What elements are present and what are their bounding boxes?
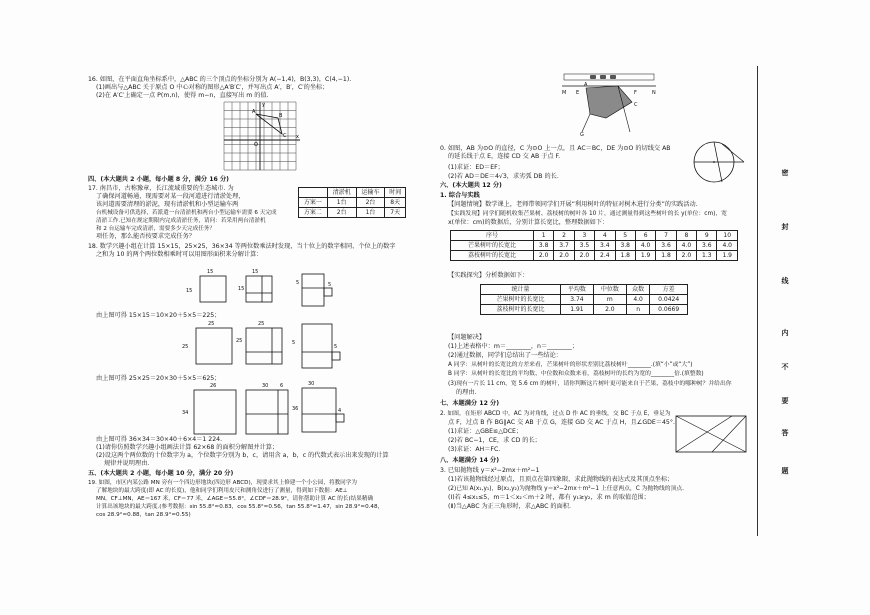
q17-line3: 该河道需要清理的淤泥，现有清淤机和小型运输车两 bbox=[96, 201, 239, 208]
q17-td: 方案一 bbox=[299, 198, 328, 208]
q17-td: 1台 bbox=[356, 208, 385, 218]
q21-solve-heading: 【问题解决】 bbox=[448, 334, 486, 341]
split-15-a bbox=[246, 276, 272, 302]
split-15-b bbox=[302, 274, 324, 306]
svg-text:25: 25 bbox=[258, 321, 265, 327]
svg-text:5: 5 bbox=[334, 344, 338, 350]
point-b-label: B bbox=[279, 113, 283, 119]
svg-text:30: 30 bbox=[308, 381, 315, 387]
svg-text:25: 25 bbox=[208, 321, 215, 327]
q21-heading: 1. 综合与实践 bbox=[440, 192, 480, 199]
q17-td: 方案二 bbox=[299, 208, 328, 218]
svg-text:34: 34 bbox=[182, 410, 189, 416]
area-diagrams bbox=[180, 262, 370, 438]
origin-label: O bbox=[254, 142, 258, 148]
split-25-b bbox=[302, 324, 332, 368]
svg-text:6: 6 bbox=[280, 383, 284, 389]
svg-text:F: F bbox=[634, 90, 637, 96]
svg-text:C: C bbox=[634, 102, 638, 108]
svg-text:25: 25 bbox=[182, 344, 189, 350]
svg-text:5: 5 bbox=[296, 280, 300, 286]
q23-line4: (Ⅰ)若 4≤x₁≤5，m＝1＜x₂＜m＋2 时，都有 y₁≥y₂，求 m 的取值范围； bbox=[448, 494, 650, 501]
section-7-title: 七、本题满分 12 分) bbox=[440, 400, 500, 407]
q23-line1: 3. 已知抛物线 y＝x²−2mx＋m²−1 bbox=[440, 467, 540, 474]
svg-text:M: M bbox=[562, 90, 567, 96]
q17-th: 清淤机 bbox=[327, 188, 356, 198]
q17-line2: 了确保河道畅通，现需要对某一段河道进行清淤处理， bbox=[96, 193, 245, 200]
q21-practice-2: x(单位：cm)的数据后，分别计算长宽比，整理数据如下： bbox=[448, 219, 609, 226]
q18-result1: 由上图可得 15×15＝10×20＋5×5＝225； bbox=[96, 312, 221, 319]
q16-line1: 16. 如图，在平面直角坐标系中，△ABC 的三个顶点的坐标分别为 A(−1,4)，B(3,3)，C(4,−1). bbox=[88, 76, 352, 83]
q21-solve-b: B 同学：从树叶的长宽比的平均数、中位数和众数来看，荔枝树叶的长约为宽的________倍.(填整数) bbox=[448, 371, 704, 377]
section-6-title: 六、(本大题共 12 分) bbox=[440, 182, 502, 189]
q19-line2: 了解地块的最大跨度(即 AC 的长度)，他和同学们利用皮尺和测角仪进行了测量，得到如下数据：AE⊥ bbox=[96, 488, 348, 494]
svg-text:N: N bbox=[652, 90, 656, 96]
rectangle-figure bbox=[672, 412, 752, 458]
q17-line5: 清淤工作.已知在规定期限内完成清淤任务，请问：若采用两台清淤机 bbox=[96, 218, 266, 224]
q21-solve-3: (3)现有一片长 11 cm，宽 5.6 cm 的树叶，请你判断这片树叶更可能来自于芒果、荔枝中的哪种树？并给出你 bbox=[448, 381, 732, 387]
svg-text:15: 15 bbox=[186, 288, 193, 294]
q23-line2: (1)若该抛物线经过原点，且顶点在第四象限，求此抛物线的表达式及其顶点坐标； bbox=[448, 476, 674, 483]
square-25 bbox=[196, 328, 232, 364]
q18-line2: 之和为 10 的两个两位数相乘时可以用图形面积来分解计算： bbox=[96, 251, 263, 258]
q22-line2: 点 F，过点 B 作 BG∥AC 交 AB 于点 G，连接 GD 交 AC 于点 H，且∠GDE＝45°. bbox=[448, 419, 675, 426]
q19-line4: 计算出该地块的最大跨度.(参考数据：sin 55.8°≈0.83，cos 55.8°≈0.56，tan 55.8°≈1.47，sin 28.9°≈0.48， bbox=[96, 504, 384, 510]
q16-line3: (2)在 A′C′上确定一点 P(m,n)，使得 m−n，直接写出 m 的值. bbox=[96, 92, 269, 99]
q17-td: 8天 bbox=[385, 198, 406, 208]
q20-line4: (2)若 AD＝DE＝4√3，求劣弧 DB 的长. bbox=[448, 173, 559, 180]
split-36-a bbox=[246, 390, 288, 434]
q21-solve-3-cont: 的理由. bbox=[456, 389, 477, 396]
q21-solve-2: (2)通过数据，同学们总结出了一些结论： bbox=[448, 352, 562, 359]
q21-context: 【问题情境】数学课上，老师带领同学们开展“利用树叶的特征对树木进行分类”的实践活动. bbox=[448, 201, 698, 208]
q17-table bbox=[298, 187, 406, 218]
axis-x-label: x bbox=[296, 134, 299, 140]
q23-line5: (Ⅱ)当△ABC 为正三角形时，求△ABC 的面积. bbox=[448, 503, 571, 510]
q19-line5: cos 28.9°≈0.88，tan 28.9°≈0.55) bbox=[96, 512, 191, 518]
q18-part1: (1)请你仿照数学兴趣小组画法计算 62×68 的面积分解图并计算； bbox=[96, 444, 279, 451]
section-4-title: 四、(本大题共 2 小题，每小题 8 分，满分 16 分) bbox=[88, 176, 229, 183]
binding-char: 要 bbox=[781, 397, 789, 405]
section-5-title: 五、(本大题共 2 小题，每小题 10 分，满分 20 分) bbox=[88, 470, 234, 477]
coordinate-grid bbox=[222, 100, 302, 172]
split-36-b bbox=[302, 388, 336, 432]
q22-line4: (2)若 BC−1，CE，求 CD 的长； bbox=[448, 437, 541, 444]
q21-practice-1: 【实践发现】同学们随机收集芒果树、荔枝树的树叶各 10 片，通过测量得到这些树叶的长 y(单位：cm)，宽 bbox=[448, 211, 727, 217]
q23-line3: (2)已知 A(x₁,y₁)，B(x₂,y₂)为抛物线 y＝x²−2mx＋m²−1 上任意两点，C 为抛物线的顶点. bbox=[448, 486, 685, 492]
q22-line1: 2. 如图，在矩形 ABCD 中，AC 为对角线，过点 D 作 AC 的垂线，交 BC 于点 E，垂足为 bbox=[440, 411, 671, 417]
binding-char: 答 bbox=[781, 429, 789, 437]
point-c-label: C bbox=[283, 133, 287, 139]
svg-text:5: 5 bbox=[292, 340, 296, 346]
binding-char: 密 bbox=[781, 169, 789, 177]
q17-line7: 项任务，那么能否按要求完成任务？ bbox=[96, 233, 195, 240]
q16-line2: (1)画出与△ABC 关于原点 O 中心对称的图形△A′B′C′，并写出点 A′，B′，C′的坐标； bbox=[96, 84, 329, 91]
binding-char: 内 bbox=[781, 329, 789, 337]
q17-td: 7天 bbox=[385, 208, 406, 218]
q18-result3: 由上图可得 36×34＝30×40＋6×4＝1 224. bbox=[96, 436, 223, 443]
q17-line1: 17. 南昌市，古称豫章，长江流域重要的生态城市. 为 bbox=[88, 185, 234, 192]
svg-text:5: 5 bbox=[328, 282, 332, 288]
svg-text:25: 25 bbox=[236, 338, 243, 344]
binding-char: 线 bbox=[781, 277, 789, 285]
q22-line5: (3)求证：AH＝FC. bbox=[448, 446, 501, 453]
q18-result2: 由上图可得 25×25＝20×30＋5×5＝625； bbox=[96, 375, 221, 382]
axis-y-label: y bbox=[262, 102, 265, 108]
q19-line3: MN，CF⊥MN，AE＝167 米，CF＝77 米，∠AGE＝55.8°，∠CDF＝28.9°，请你帮助计算 AC 的长(结果精确 bbox=[96, 496, 374, 502]
binding-char: 不 bbox=[781, 363, 789, 371]
q17-td: 2台 bbox=[356, 198, 385, 208]
svg-text:36: 36 bbox=[292, 406, 299, 412]
split-25-a bbox=[246, 328, 282, 364]
binding-char: 封 bbox=[781, 223, 789, 231]
q21-solve-a: A 同学：从树叶的长宽比的方差来看，芒果树叶的形状差别比荔枝树叶________.(填“小”或“大”) bbox=[448, 362, 693, 368]
q21-analysis: 【实践探究】分析数据如下： bbox=[448, 272, 529, 279]
square-15 bbox=[200, 276, 226, 302]
binding-line bbox=[757, 66, 789, 536]
q17-line4: 台机械设备可供选择，若派遣一台清淤机和两台小型运输车需要 6 天完成 bbox=[96, 210, 277, 216]
q17-td: 1台 bbox=[327, 198, 356, 208]
svg-text:30: 30 bbox=[262, 383, 269, 389]
leaf-ratio-table: 序号 1 2 3 4 5 6 7 8 9 10 芒果树叶的长宽比 3.8 3.7 3.5 3.4 3.8 4.0 3.6 4.0 3.6 4.0 荔枝树叶的长宽比 2.0 2.0 2.0 2.4 1.8 1.9 1.8 2.0 1.3 1.9 bbox=[450, 230, 738, 261]
section-8-title: 八、本题满分 14 分) bbox=[440, 457, 500, 464]
park-map-figure bbox=[560, 70, 660, 138]
svg-text:4: 4 bbox=[338, 408, 342, 414]
svg-text:G: G bbox=[580, 132, 584, 138]
q21-solve-1: (1)上述表格中：m＝________，n＝________； bbox=[448, 343, 579, 350]
svg-text:15: 15 bbox=[207, 269, 214, 275]
q18-part2-cont: 规律并说明理由. bbox=[104, 460, 150, 467]
square-36x34 bbox=[194, 390, 236, 434]
binding-char: 题 bbox=[781, 467, 789, 475]
q22-line3: (1)求证：△GBE≌△DCE； bbox=[448, 428, 523, 435]
q18-line1: 18. 数学兴趣小组在计算 15×15，25×25，36×34 等两位数乘法时发现，当十位上的数字相同、个位上的数字 bbox=[88, 243, 396, 250]
leaf-stats-table: 统计量 平均数 中位数 众数 方差 芒果树叶的长宽比 3.74 m 4.0 0.0424 荔枝树叶的长宽比 1.91 2.0 n 0.0669 bbox=[480, 284, 688, 315]
q17-th: 运输车 bbox=[356, 188, 385, 198]
point-a-label: A bbox=[252, 109, 256, 115]
q17-th bbox=[299, 188, 328, 198]
q18-part2: (2)设这两个两位数的十位数字为 a，个位数字分别为 b，c，请用含 a，b，c 的代数式表示出来发现的计算 bbox=[96, 452, 389, 459]
svg-text:A: A bbox=[584, 82, 588, 88]
svg-text:26: 26 bbox=[210, 383, 217, 389]
q17-line6: 和 2 台运输车完成清淤，需要多少天完成任务？ bbox=[96, 226, 215, 232]
q20-line2: 的延长线于点 E，连接 CD 交 AB 于点 F. bbox=[448, 153, 561, 160]
svg-text:E: E bbox=[576, 90, 580, 96]
svg-text:15: 15 bbox=[238, 286, 245, 292]
q19-line1: 19. 如图，市区内某公路 MN 旁有一个四边形地块(四边形 ABCD)，现要求其上修建一个小公园，将教同学为 bbox=[88, 480, 357, 486]
svg-text:15: 15 bbox=[252, 269, 259, 275]
circle-figure bbox=[688, 136, 746, 192]
q17-td: 2台 bbox=[327, 208, 356, 218]
q20-line3: (1)求证：ED＝EF； bbox=[448, 164, 504, 171]
q17-th: 时间 bbox=[385, 188, 406, 198]
q20-line1: 0. 如图，AB 为⊙O 的直径，C 为⊙O 上一点，且 AC＝BC，DE 为⊙O 的切线交 AB bbox=[440, 145, 671, 152]
